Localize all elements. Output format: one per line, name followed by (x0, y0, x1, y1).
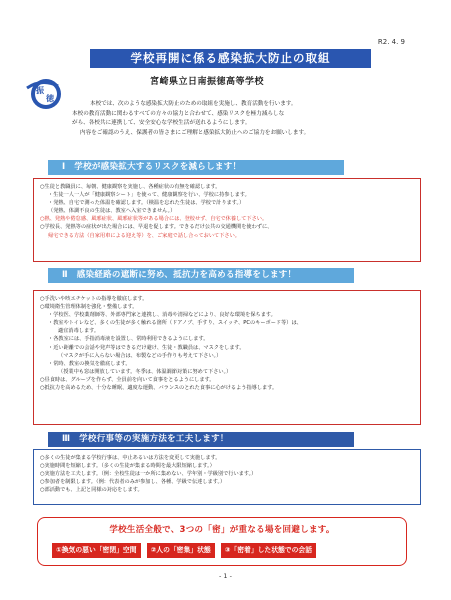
list-item: ○実施方法を工夫します。（例：全校生徒は一か所に集めない、学年別・学級別で行います。） (40, 471, 257, 478)
page-number: - 1 - (219, 572, 232, 580)
section3-heading: Ⅲ 学校行事等の実施方法を工夫します！ (48, 432, 354, 447)
section2-box (33, 290, 421, 425)
list-item: ・各教室には、手指消毒液を設置し、常時利用できるようにします。 (48, 336, 209, 343)
list-item: ○学校長、発熱等の症状が出た場合には、早退を促します。できるだけ公共の交通機関を使わずに、 (40, 224, 273, 231)
intro-paragraph (72, 100, 402, 138)
list-item: ○昼食時は、グループを作らず、全員前を向いて食事をとるようにします。 (40, 376, 215, 383)
list-item: ○実施時間を短縮します。（多くの生徒が集まる時間を最大限短縮します。） (40, 463, 215, 470)
svg-text:振: 振 (36, 86, 44, 95)
list-item: ・常時、教室の換気を徹底します。 (48, 360, 131, 367)
intro-line: 本校では、次のような感染拡大防止のための取組を実施し、教育活動を行います。 (90, 101, 297, 107)
three-c-banner (37, 517, 407, 566)
list-item: ○熱、発熱や倦怠感、風邪症状、風邪症状等がある場合には、登校せず、自宅で休養して下さい。 (40, 216, 268, 223)
svg-text:徳: 徳 (46, 94, 54, 103)
list-item: ○部活動でも、上記と同様の対応をします。 (40, 487, 143, 494)
intro-line: 内容をご確認のうえ、保護者の皆さまにご理解と感染拡大防止へのご協力をお願いします。 (80, 129, 310, 136)
section1-heading: Ⅰ 学校が感染拡大するリスクを減らします！ (48, 160, 344, 175)
list-item: ・生徒一人一人が「健康観察シート」を使って、健康観察を行い、学校に持参します。 (48, 192, 250, 199)
three-c-item-crowded: ②人の「密集」状態 (147, 543, 215, 558)
list-item: ○生徒と教職員に、毎朝、健康観察を実施し、各種症状の有無を確認します。 (40, 184, 221, 190)
section2-heading: Ⅱ 感染経路の遮断に努め、抵抗力を高める指導をします！ (48, 268, 354, 283)
section3-box (33, 449, 421, 505)
school-logo (22, 74, 62, 114)
list-item: （マスクが手に入らない場合は、布製などの手作りも考えて下さい。） (58, 352, 222, 359)
list-item: ○手洗いや咳エチケットの指導を徹底します。 (40, 296, 148, 302)
document-date: R2. 4. 9 (377, 38, 405, 46)
list-item: ・教室やトイレなど、多くの生徒が多く触れる箇所（ドアノブ、手すり、スイッチ、PCのキーボード等）は、 (48, 320, 302, 327)
list-item: ・近い距離での会話や発声等はできるだけ避け、生徒・教職員は、マスクをします。 (48, 344, 245, 351)
intro-line: 本校の教育活動に関わるすべての方々の協力と合わせて、感染リスクを極力減らしな (72, 110, 285, 117)
list-item: 適宜消毒します。 (58, 328, 100, 335)
intro-line: がら、各校共に連携して、安全安心な学校生活が送れるようにします。 (72, 120, 251, 126)
list-item: ・発熱、自宅で測った体温を確認します。（検温を忘れた生徒は、学校で計ります。） (48, 200, 245, 207)
list-item: ○抵抗力を高めるため、十分な睡眠、適度な運動、バランスのとれた食事に心がけるよう指導します。 (40, 385, 278, 392)
school-name: 宮崎県立日南振徳高等学校 (150, 77, 265, 87)
list-item: （授業中も窓は開放しています。冬季は、体温調節対策に努めて下さい。） (58, 368, 232, 375)
document-title: 学校再開に係る感染拡大防止の取組 (90, 49, 371, 68)
list-item: 帰宅できる方法（自家用車による迎え等）を、ご家庭で話し合っておいて下さい。 (48, 232, 240, 239)
list-item: ・学校医、学校薬剤師等、外部専門家と連携し、消毒や清掃などにより、良好な環境を保ちます。 (48, 312, 276, 319)
three-c-title: 学校生活全般で、3つの「密」が重なる場を回避します。 (109, 525, 335, 535)
three-c-item-close-contact: ③「密着」した状態での会話 (221, 543, 316, 558)
list-item: （発熱、体調不良の生徒は、教室へ入室できません。） (48, 208, 176, 215)
list-item: ○多くの生徒が集まる学校行事は、中止あるいは方法を変更して実施します。 (40, 455, 221, 461)
section1-box (33, 178, 421, 262)
three-c-items (52, 543, 316, 558)
list-item: ○環境衛生管理体制を強化・整備します。 (40, 304, 138, 311)
list-item: ○参加者を制限します。（例：代表者のみが参加し、各種、学級で伝達します。） (40, 479, 226, 486)
three-c-item-closed: ①換気の悪い「密閉」空間 (52, 543, 141, 558)
